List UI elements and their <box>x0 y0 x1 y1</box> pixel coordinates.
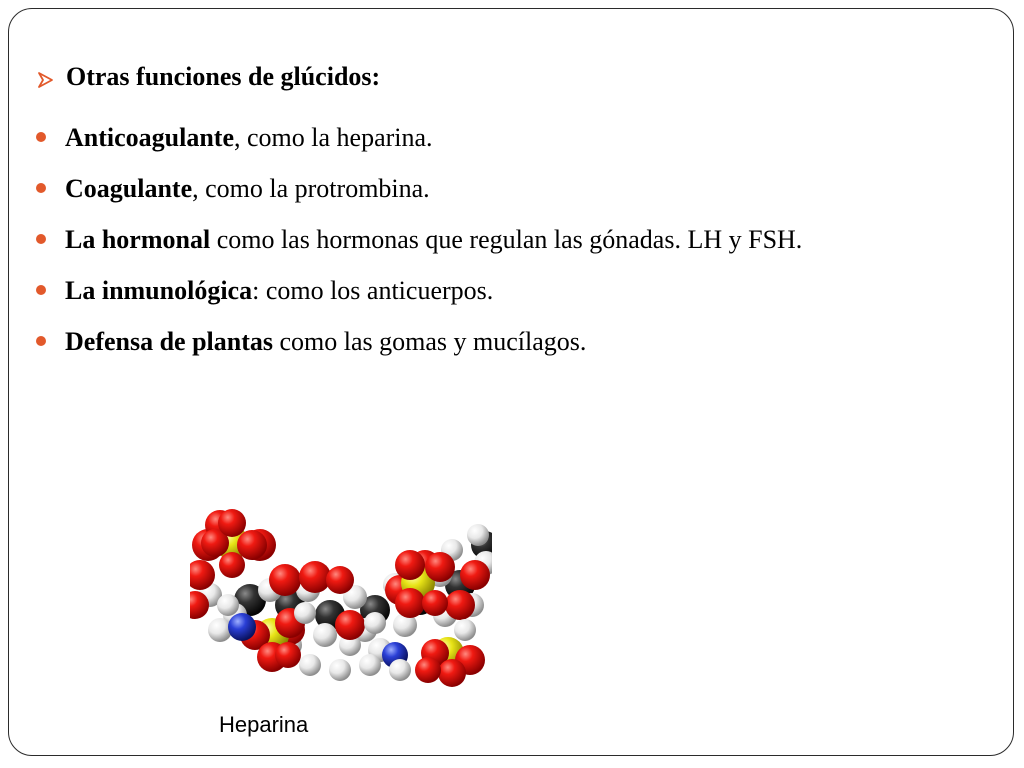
list-item <box>36 214 802 265</box>
bullet-text: , como la protrombina. <box>192 174 430 203</box>
atom-sphere <box>415 657 441 683</box>
bullet-dot-icon <box>36 183 46 193</box>
list-item <box>36 112 802 163</box>
atom-sphere <box>389 659 411 681</box>
atom-sphere <box>294 602 316 624</box>
bullet-term: Anticoagulante <box>65 123 234 152</box>
atom-sphere <box>299 561 331 593</box>
bullet-text: : como los anticuerpos. <box>252 276 494 305</box>
bullet-text: , como la heparina. <box>234 123 433 152</box>
atom-sphere <box>217 594 239 616</box>
atom-sphere <box>425 552 455 582</box>
atom-sphere <box>460 560 490 590</box>
atom-sphere <box>228 613 256 641</box>
atom-sphere <box>395 588 425 618</box>
atom-sphere <box>237 530 267 560</box>
atom-sphere <box>445 590 475 620</box>
heparin-molecule-image <box>190 505 492 690</box>
atom-sphere <box>218 509 246 537</box>
heading-text: Otras funciones de glúcidos: <box>66 62 381 91</box>
atom-sphere <box>275 642 301 668</box>
atom-sphere <box>422 590 448 616</box>
atom-sphere <box>359 654 381 676</box>
bullet-dot-icon <box>36 132 46 142</box>
atom-sphere <box>299 654 321 676</box>
heparin-molecule-model <box>190 505 492 690</box>
bullet-text: como las gomas y mucílagos. <box>273 327 587 356</box>
bullet-dot-icon <box>36 285 46 295</box>
bullet-dot-icon <box>36 336 46 346</box>
list-item <box>36 316 802 367</box>
atom-sphere <box>454 619 476 641</box>
atom-sphere <box>467 524 489 546</box>
atom-sphere <box>364 612 386 634</box>
atom-sphere <box>438 659 466 687</box>
bullet-term: Coagulante <box>65 174 193 203</box>
atom-sphere <box>269 564 301 596</box>
arrow-right-icon <box>36 67 56 87</box>
bullet-list <box>36 112 802 367</box>
atom-sphere <box>335 610 365 640</box>
atom-sphere <box>326 566 354 594</box>
list-item <box>36 265 802 316</box>
bullet-dot-icon <box>36 234 46 244</box>
atom-sphere <box>313 623 337 647</box>
bullet-term: La inmunológica <box>65 276 253 305</box>
list-item <box>36 163 802 214</box>
atom-sphere <box>395 550 425 580</box>
bullet-term: Defensa de plantas <box>65 327 274 356</box>
image-caption: Heparina <box>219 712 309 737</box>
slide-heading <box>36 62 380 92</box>
atom-sphere <box>329 659 351 681</box>
bullet-text: como las hormonas que regulan las gónadas. LH y FSH. <box>210 225 803 254</box>
bullet-term: La hormonal <box>65 225 211 254</box>
atom-sphere <box>219 552 245 578</box>
